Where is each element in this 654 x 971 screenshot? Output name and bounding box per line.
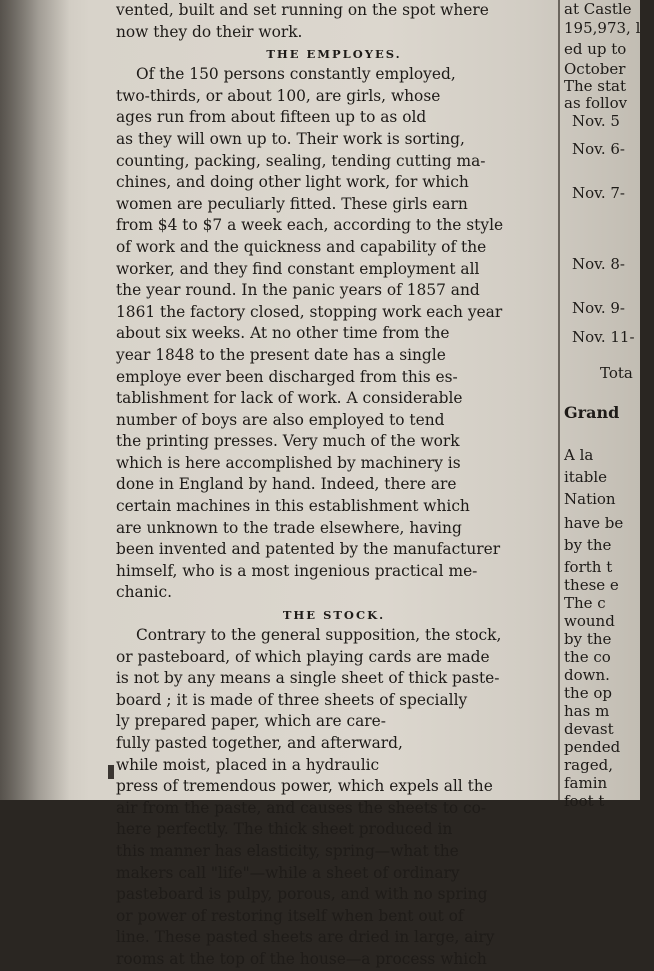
fragment-line: famin <box>564 774 608 792</box>
text-line: 1861 the factory closed, stopping work each year <box>116 302 503 321</box>
fragment-line: Nov. 9- <box>572 299 625 317</box>
text-line: makers call "life"—while a sheet of ordinary <box>116 863 460 882</box>
page-fold-shadow <box>0 0 70 800</box>
fragment-line: these e <box>564 576 619 594</box>
intro-paragraph <box>116 0 552 43</box>
text-line: or power of restoring itself when bent out of <box>116 906 464 925</box>
stock-paragraph <box>116 625 552 971</box>
text-line: chanic. <box>116 583 173 602</box>
text-line: women are peculiarly fitted. These girls earn <box>116 194 468 213</box>
text-line: done in England by hand. Indeed, there are <box>116 475 457 494</box>
text-line: board ; it is made of three sheets of specially <box>116 690 468 709</box>
column-rule <box>558 0 560 800</box>
fragment-line: Nov. 5 <box>572 112 620 130</box>
text-line: ly prepared paper, which are care- <box>116 712 386 731</box>
fragment-line: ed up to <box>564 40 627 58</box>
text-line: are unknown to the trade elsewhere, having <box>116 518 462 537</box>
text-line: tablishment for lack of work. A considerable <box>116 389 463 408</box>
text-line: worker, and they find constant employment all <box>116 259 480 278</box>
section-heading-stock: THE STOCK. <box>282 608 386 623</box>
text-line: been invented and patented by the manufacturer <box>116 540 501 559</box>
text-line: year 1848 to the present date has a single <box>116 345 446 364</box>
text-line: is not by any means a single sheet of thick paste- <box>116 669 500 688</box>
text-line: of work and the quickness and capability of the <box>116 237 487 256</box>
fragment-line: Nov. 7- <box>572 184 625 202</box>
fragment-line: forth t <box>564 558 613 576</box>
text-line: rooms at the top of the house—a process which <box>116 949 487 968</box>
fragment-line: wound <box>564 612 615 630</box>
main-article-column <box>116 0 552 968</box>
margin-mark <box>108 765 114 779</box>
fragment-line: Nov. 6- <box>572 140 625 158</box>
text-line: himself, who is a most ingenious practical me- <box>116 561 478 580</box>
fragment-line: by the <box>564 630 612 648</box>
fragment-line: The c <box>564 594 606 612</box>
fragment-line: 195,973, l <box>564 19 641 37</box>
text-line: two-thirds, or about 100, are girls, whose <box>116 86 441 105</box>
fragment-line: pended <box>564 738 621 756</box>
text-line: fully pasted together, and afterward, <box>116 734 403 752</box>
text-line: Of the 150 persons constantly employed, <box>136 65 456 84</box>
fragment-line: foot t <box>564 792 605 810</box>
text-line: here perfectly. The thick sheet produced in <box>116 820 453 839</box>
text-line: ages run from about fifteen up to as old <box>116 108 427 127</box>
section-heading-employes: THE EMPLOYES. <box>266 47 402 62</box>
employes-paragraph <box>116 64 552 604</box>
text-line: certain machines in this establishment which <box>116 497 470 516</box>
text-line: air from the paste, and causes the sheets to co- <box>116 798 487 817</box>
fragment-line: Tota <box>600 364 633 382</box>
text-line: line. These pasted sheets are dried in large, airy <box>116 928 495 947</box>
text-line: about six weeks. At no other time from the <box>116 324 450 343</box>
text-line: or pasteboard, of which playing cards are made <box>116 647 490 666</box>
text-line: this manner has elasticity, spring—what the <box>116 841 459 860</box>
fragment-line: Nov. 8- <box>572 255 625 273</box>
fragment-line: A la <box>564 446 594 464</box>
text-line: employe ever been discharged from this es- <box>116 367 458 386</box>
fragment-line: by the <box>564 536 612 554</box>
text-line: vented, built and set running on the spot where <box>116 1 489 19</box>
text-line: press of tremendous power, which expels all the <box>116 777 493 796</box>
text-line: from $4 to $7 a week each, according to the style <box>116 216 504 235</box>
fragment-line: have be <box>564 514 624 532</box>
fragment-line: The stat <box>564 77 627 95</box>
fragment-line: as follov <box>564 94 628 112</box>
fragment-line: has m <box>564 702 610 720</box>
text-line: counting, packing, sealing, tending cutting ma- <box>116 151 486 170</box>
fragment-line: down. <box>564 666 610 684</box>
fragment-line: October <box>564 60 626 78</box>
text-line: pasteboard is pulpy, porous, and with no spring <box>116 885 488 904</box>
fragment-line: at Castle <box>564 0 632 18</box>
fragment-line: the co <box>564 648 611 666</box>
text-line: the year round. In the panic years of 1857 and <box>116 281 480 300</box>
text-line: chines, and doing other light work, for which <box>116 173 469 192</box>
fragment-line: devast <box>564 720 614 738</box>
text-line: Contrary to the general supposition, the stock, <box>136 626 502 645</box>
fragment-line: Nation <box>564 490 616 508</box>
fragment-line: Grand <box>564 403 620 422</box>
text-line: which is here accomplished by machinery is <box>116 453 461 472</box>
adjacent-column-fragment <box>564 0 654 810</box>
text-line: the printing presses. Very much of the work <box>116 432 460 451</box>
text-line: while moist, placed in a hydraulic <box>116 755 380 774</box>
fragment-line: itable <box>564 468 608 486</box>
text-line: as they will own up to. Their work is sorting, <box>116 129 465 148</box>
text-line: now they do their work. <box>116 22 303 41</box>
fragment-line: Nov. 11- <box>572 328 635 346</box>
text-line: number of boys are also employed to tend <box>116 410 445 429</box>
fragment-line: the op <box>564 684 612 702</box>
fragment-line: raged, <box>564 756 613 774</box>
